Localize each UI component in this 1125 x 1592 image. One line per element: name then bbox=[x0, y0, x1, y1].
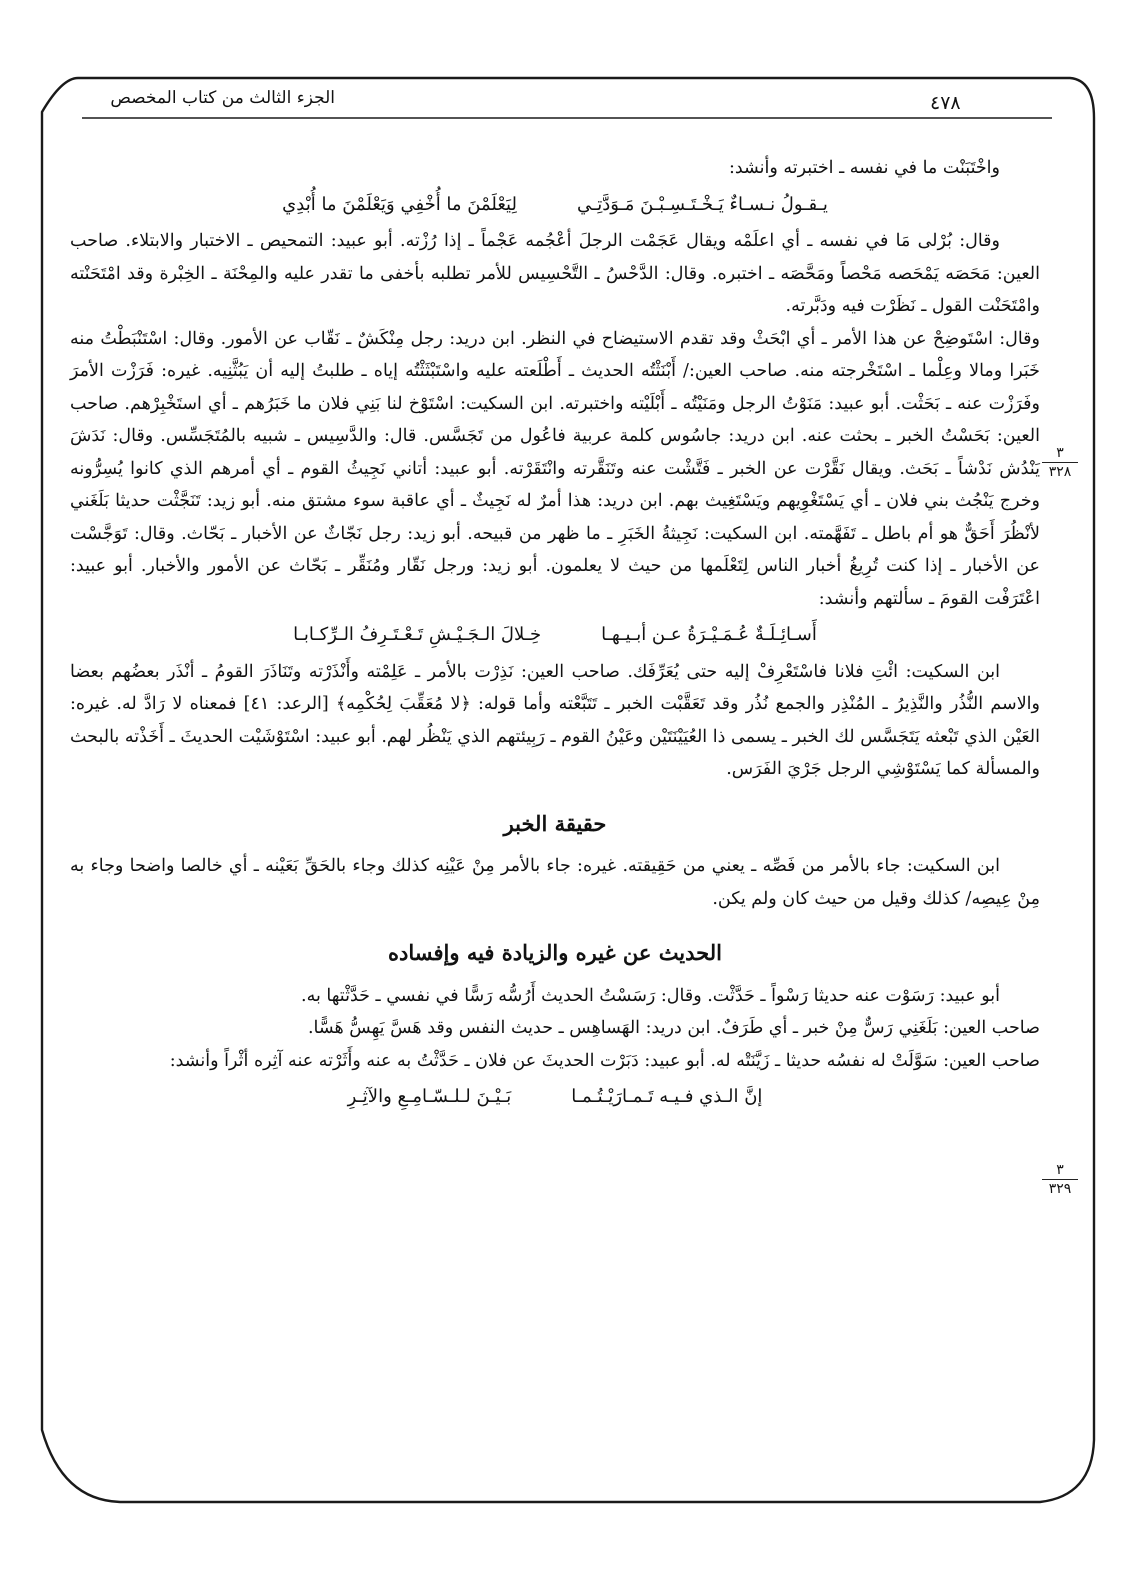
verse-line bbox=[70, 1081, 1040, 1114]
verse-hemistich-second: بَـيْـنَ لـلـسّـامِـعِ والآثِـرِ bbox=[347, 1086, 512, 1107]
section-heading: حقيقة الخبر bbox=[503, 810, 607, 836]
page-number: ٤٧٨ bbox=[930, 92, 961, 114]
main-text bbox=[70, 152, 1040, 1118]
margin-note-page: ٣٢٩ bbox=[1048, 1181, 1072, 1197]
paragraph: واخْتَبَنْت ما في نفسه ـ اختبرته وأنشد: bbox=[728, 158, 1000, 178]
verse-hemistich-first: أَسـائِـلَـةٌ عُـمَـيْـرَةُ عـن أبـيـهـا bbox=[601, 624, 817, 645]
paragraph: صاحب العين: بَلَغَنِي رَسٌّ مِنْ خبر ـ أي طَرَفٌ. ابن دريد: الهَساهِس ـ حديث النفس وقد هَسَّ يَهِسُّ هَسًّا. bbox=[307, 1018, 1040, 1038]
verse-line bbox=[70, 619, 1040, 652]
verse-line bbox=[70, 189, 1040, 222]
paragraph: وقال: اسْتَوضِحْ عن هذا الأمر ـ أي ابْحَثْ وقد تقدم الاستيضاح في النظر. ابن دريد: رجل مِنْكَشٌ ـ نَقّاب عن الأمور. وقال: اسْتَنْبَطْتُ منه خَبَرا ومالا وعِلْما ـ اسْتَخْرجته منه. صاحب العين:/ أَبْنَثْتُه الحديث ـ أَطْلَعته عليه واسْتَبْثَثْتُه إياه ـ طلبتُ إليه أن يَبُثَّنِيه. غيره: فَرَزْت الأمرَ وفَرَزْت عنه ـ بَحَثْت. أبو عبيد: مَنَوْتُ الرجل ومَنَيْتُه ـ أَبْلَيْته واختبرته. ابن السكيت: اسْتَوْخ لنا بَنِي فلان ما خَبَرُهم ـ أي استَخْبِرْهم. صاحب العين: بَحَسْتُ الخبر ـ بحثت عنه. ابن دريد: جاسُوس كلمة عربية فاعُول من تَجَسَّس. قال: والدَّسِيس ـ شبيه بالمُتَجَسِّس. وقال: نَدَشَ يَنْدُش نَدْشاً ـ بَحَث. ويقال نَقَّرْت عن الخبر ـ فَتَّشْت عنه وتَنَقَّرته وانْتَقَرْته. أبو عبيد: أتاني نَجِيثُ القوم ـ أي أمرهم الذي كانوا يُسِرُّونه وخرج يَنْجُث بني فلان ـ أي يَسْتَغْوِيهم ويَسْتَغِيث بهم. ابن دريد: هذا أمرٌ له نَجِيثٌ ـ أي عاقبة سوء مشتق منه. أبو زيد: تَنَجَّثْت حديثا بَلَغَني لأنْظُرَ أَحَقٌّ هو أم باطل ـ تَفَهَّمته. ابن السكيت: نَجِيثةُ الخَبَرِ ـ ما ظهر من قبيحه. أبو زيد: رجل نَجّاثٌ عن الأخبار ـ بَحّاث. وقال: تَوَجَّسْت عن الأخبار ـ إذا كنت تُرِيغُ أخبار الناس لِتَعْلَمها من حيث لا يعلمون. أبو زيد: ورجل نَقّار ومُنَقِّر ـ بَحّاث عن الأمور والأخبار. أبو عبيد: اعْتَرَفْت القومَ ـ سألتهم وأنشد: bbox=[70, 328, 1040, 609]
running-header-title: الجزء الثالث من كتاب المخصص bbox=[110, 88, 335, 108]
margin-note-volume: ٣ bbox=[1042, 1162, 1078, 1180]
verse-hemistich-first: يـقـولُ نـسـاءٌ يَـخْـتَـسِـبْـنَ مَـوَدَّتِـي bbox=[576, 193, 828, 215]
paragraph: وقال: بُرْلى مَا في نفسه ـ أي اعلَمْه ويقال عَجَمْت الرجلَ أعْجُمه عَجْماً ـ إذا رُزْته. أبو عبيد: التمحيص ـ الاختبار والابتلاء. صاحب العين: مَحَصَه يَمْحَصه مَحْصاً ومَحَّصَه ـ اختبره. وقال: الدَّحْسُ ـ التَّحْسِيس للأمر تطلبه بأخفى ما تقدر عليه والمِحْنَة ـ الخِبْرة وقد امْتَحَنْته وامْتَحَنْت القول ـ نَظَرْت فيه ودَبَّرته. bbox=[70, 231, 1040, 316]
margin-folio-note-2 bbox=[1042, 1162, 1078, 1197]
paragraph: أبو عبيد: رَسَوْت عنه حديثا رَسْواً ـ حَدَّثْت. وقال: رَسَسْتُ الحديث أَرُسُّه رَسًّا في نفسي ـ حَدَّثْتها به. bbox=[301, 985, 1000, 1006]
margin-note-volume: ٣ bbox=[1042, 445, 1078, 463]
margin-note-page: ٣٢٨ bbox=[1048, 464, 1072, 480]
margin-folio-note-1 bbox=[1042, 445, 1078, 480]
section-heading: الحديث عن غيره والزيادة فيه وإفساده bbox=[388, 940, 722, 965]
paragraph: ابن السكيت: ائْتِ فلانا فاسْتَعْرِفْ إليه حتى يُعَرِّفَك. صاحب العين: نَذِرْت بالأمر ـ عَلِمْته وأَنْذَرْته وتَنَاذَرَ القومُ ـ أنْذَر بعضُهم بعضا والاسم النُّذُر والنَّذِيرُ ـ المُنْذِر والجمع نُذُر وقد تَعَقَّبْت الخبر ـ تَتَبَّعْته وأما قوله: ﴿لا مُعَقِّبَ لِحُكْمِه﴾ [الرعد: ٤١] فمعناه لا رَادَّ له. غيره: العَيْن الذي تَبْعثه يَتَجَسَّس لك الخبر ـ يسمى ذا العُيَيْنَتَيْن وعَيْنُ القوم ـ رَبِيئتهم الذي يَنْظُر لهم. أبو عبيد: اسْتَوْشَيْت الحديثَ ـ أَخَذْته بالبحث والمسألة كما يَسْتَوْشِي الرجل جَرْيَ الفَرَس. bbox=[70, 661, 1040, 779]
paragraph: صاحب العين: سَوَّلَتْ له نفسُه حديثا ـ زَيَّنَتْه له. أبو عبيد: دَبَرْت الحديثَ عن فلان ـ حَدَّثْتُ به عنه وأَثَرْته عنه آثِره أثْراً وأنشد: bbox=[169, 1050, 1040, 1071]
verse-hemistich-second: لِيَعْلَمْنَ ما أُخْفِي وَيَعْلَمْنَ ما أُبْدِي bbox=[282, 193, 517, 215]
verse-hemistich-first: إنَّ الـذي فـيـه تَـمـارَيْـتُـمـا bbox=[571, 1086, 763, 1107]
verse-hemistich-second: خِـلالَ الـجَـيْـشِ تَـعْـتَـرِفُ الـرِّكـابـا bbox=[293, 624, 542, 645]
paragraph: ابن السكيت: جاء بالأمر من فَصِّه ـ يعني من حَقِيقته. غيره: جاء بالأمر مِنْ عَيْنِه كذلك وجاء بالحَقِّ بَعَيْنه ـ أي خالصا واضحا وجاء به مِنْ عِيصِه/ كذلك وقيل من حيث كان ولم يكن. bbox=[70, 856, 1040, 909]
